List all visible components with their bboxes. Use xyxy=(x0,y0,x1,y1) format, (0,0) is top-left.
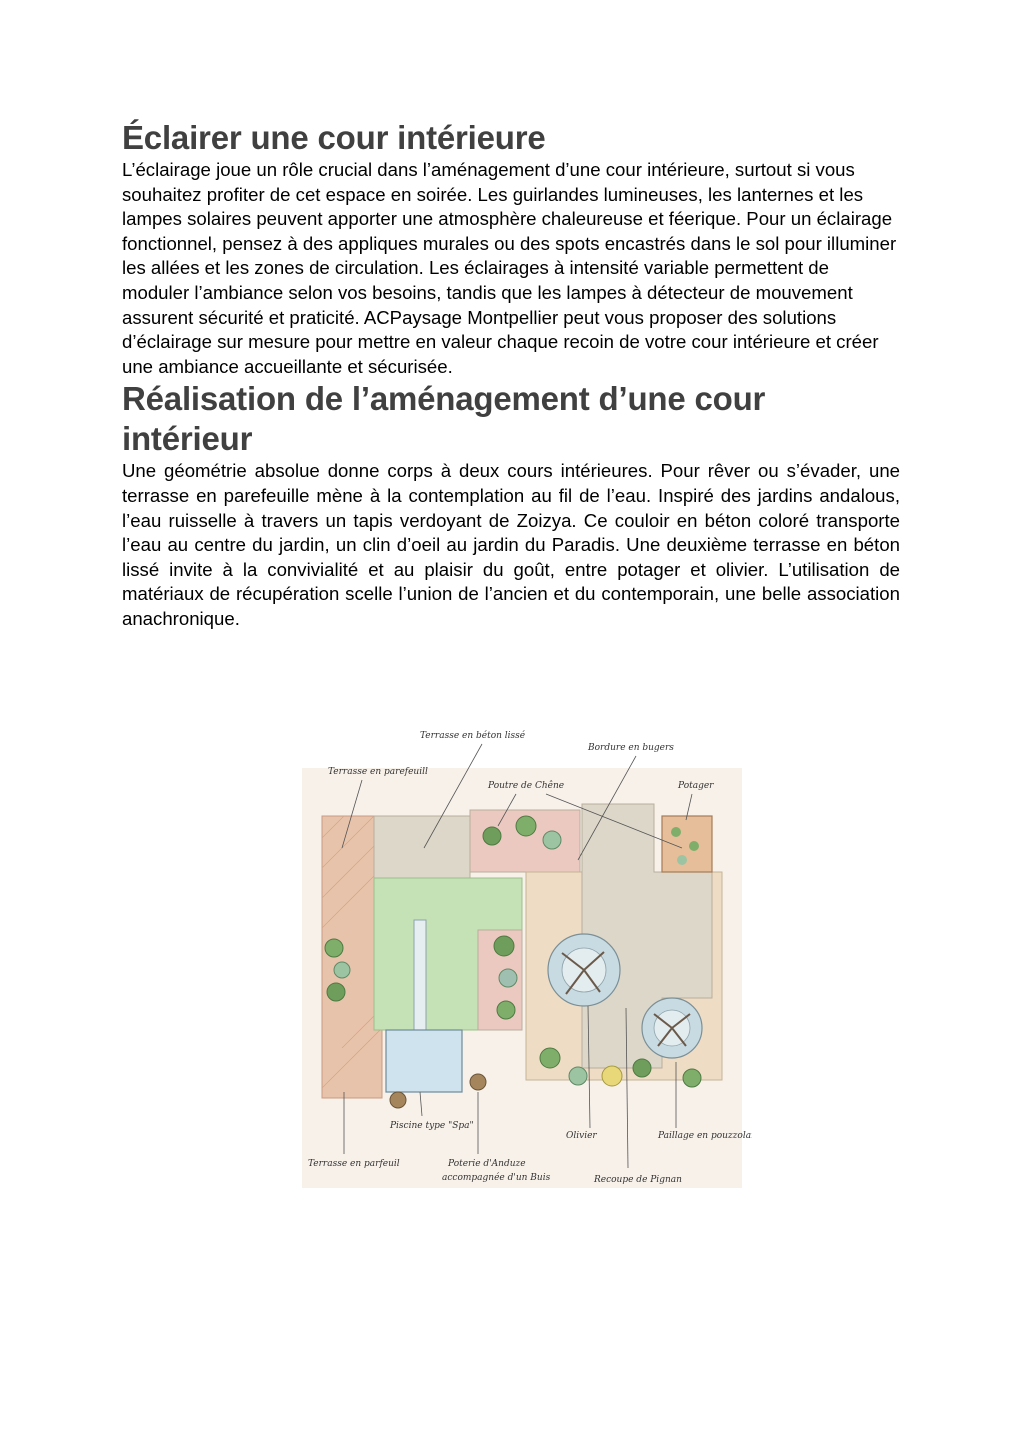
label-paillage: Paillage en pouzzolane xyxy=(658,1131,752,1141)
label-poterie-line2: accompagnée d'un Buis xyxy=(442,1173,551,1183)
label-terrasse-beton: Terrasse en béton lissé xyxy=(420,731,526,741)
label-potager: Potager xyxy=(678,781,714,791)
section-2-heading: Réalisation de l’aménagement d’une cour intérieur xyxy=(122,380,766,458)
label-poutre: Poutre de Chêne xyxy=(488,781,565,791)
label-bordure: Bordure en bugers xyxy=(588,743,674,753)
label-recoupe: Recoupe de Pignan xyxy=(594,1175,682,1185)
label-olivier: Olivier xyxy=(566,1131,597,1141)
spa-pool xyxy=(386,1030,462,1092)
section-2-paragraph: Une géométrie absolue donne corps à deux cours intérieures. Pour rêver ou s’évader, une terrasse en parefeuille mène à la contemplation au fil de l’eau. Inspiré des jardins andalous, l’eau ruisselle à travers un tapis verdoyant de Zoizya. Ce couloir en béton coloré transporte l’eau au centre du jardin, un clin d’oeil au jardin du Paradis. Une deuxième terrasse en béton lissé invite à la convivialité et au plaisir du goût, entre potager et olivier. L’utilisation de matériaux de récupération scelle l’union de l’ancien et du contemporain, une belle association anachronique. xyxy=(122,460,900,629)
concrete-terrace-top xyxy=(374,816,470,878)
section-1-heading: Éclairer une cour intérieure xyxy=(122,119,546,156)
label-terrasse-parefeuille: Terrasse en parefeuill xyxy=(328,767,428,777)
label-piscine: Piscine type "Spa" xyxy=(390,1121,474,1131)
document-page xyxy=(122,118,900,632)
garden-plan-svg xyxy=(282,708,752,1220)
garden-plan-illustration xyxy=(282,708,752,1220)
vegetable-garden xyxy=(662,816,712,872)
olive-tree-1 xyxy=(548,934,620,1006)
water-channel xyxy=(414,920,426,1030)
section-1-paragraph: L’éclairage joue un rôle crucial dans l’aménagement d’une cour intérieure, surtout si vous souhaitez profiter de cet espace en soirée. Les guirlandes lumineuses, les lanternes et les lampes solaires peuvent apporter une atmosphère chaleureuse et féerique. Pour un éclairage fonctionnel, pensez à des appliques murales ou des spots encastrés dans le sol pour illuminer les allées et les zones de circulation. Les éclairages à intensité variable permettent de moduler l’ambiance selon vos besoins, tandis que les lampes à détecteur de mouvement assurent sécurité et praticité. ACPaysage Montpellier peut vous proposer des solutions d’éclairage sur mesure pour mettre en valeur chaque recoin de votre cour intérieure et créer une ambiance accueillante et sécurisée. xyxy=(122,159,897,377)
label-poterie-line1: Poterie d'Anduze xyxy=(448,1159,526,1169)
label-terrasse-parfeuil: Terrasse en parfeuil xyxy=(308,1159,400,1169)
olive-tree-2 xyxy=(642,998,702,1058)
